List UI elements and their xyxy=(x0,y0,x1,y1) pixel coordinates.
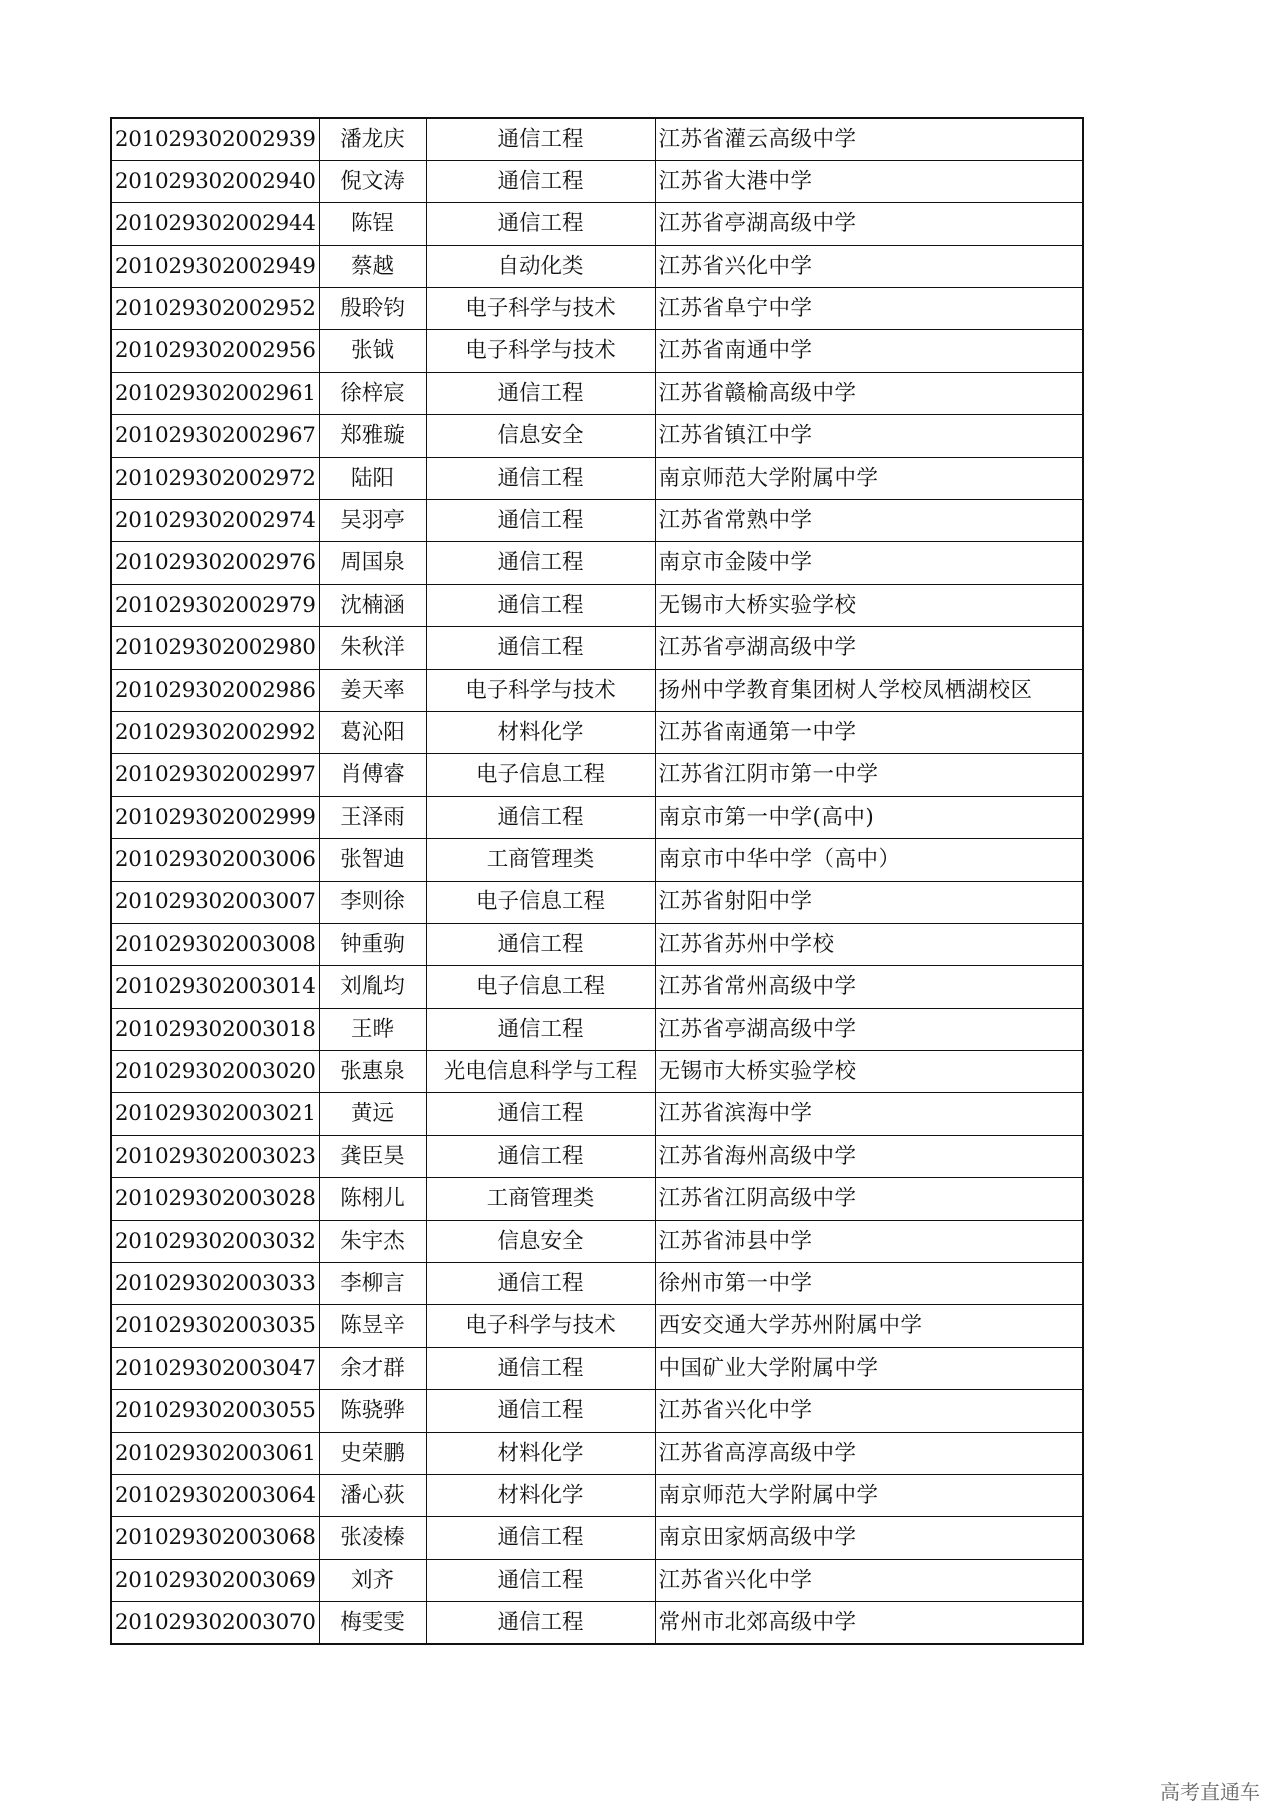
school-cell: 无锡市大桥实验学校 xyxy=(655,584,1083,626)
student-id-cell: 201029302002979 xyxy=(111,584,319,626)
school-cell: 江苏省常熟中学 xyxy=(655,500,1083,542)
table-row xyxy=(111,1008,1083,1050)
table-row xyxy=(111,1347,1083,1389)
student-id-cell: 201029302002999 xyxy=(111,796,319,838)
table-row xyxy=(111,881,1083,923)
watermark-text: 高考直通车 xyxy=(1160,1780,1260,1804)
table-row xyxy=(111,1263,1083,1305)
school-cell: 南京师范大学附属中学 xyxy=(655,457,1083,499)
major-cell: 工商管理类 xyxy=(426,1178,655,1220)
student-id-cell: 201029302003070 xyxy=(111,1602,319,1644)
student-name-cell: 陈锃 xyxy=(319,203,426,245)
major-cell: 材料化学 xyxy=(426,1475,655,1517)
major-cell: 通信工程 xyxy=(426,627,655,669)
student-name-cell: 龚臣昊 xyxy=(319,1135,426,1177)
school-cell: 扬州中学教育集团树人学校凤栖湖校区 xyxy=(655,669,1083,711)
table-row xyxy=(111,1305,1083,1347)
student-name-cell: 陆阳 xyxy=(319,457,426,499)
student-name-cell: 李则徐 xyxy=(319,881,426,923)
student-name-cell: 葛沁阳 xyxy=(319,711,426,753)
major-cell: 通信工程 xyxy=(426,160,655,202)
major-cell: 通信工程 xyxy=(426,203,655,245)
table-row xyxy=(111,966,1083,1008)
student-id-cell: 201029302003064 xyxy=(111,1475,319,1517)
major-cell: 通信工程 xyxy=(426,1517,655,1559)
school-cell: 江苏省大港中学 xyxy=(655,160,1083,202)
major-cell: 电子科学与技术 xyxy=(426,330,655,372)
student-id-cell: 201029302003032 xyxy=(111,1220,319,1262)
school-cell: 江苏省镇江中学 xyxy=(655,415,1083,457)
table-row xyxy=(111,415,1083,457)
table-row xyxy=(111,627,1083,669)
school-cell: 江苏省兴化中学 xyxy=(655,1390,1083,1432)
student-name-cell: 姜天率 xyxy=(319,669,426,711)
school-cell: 江苏省兴化中学 xyxy=(655,245,1083,287)
major-cell: 电子信息工程 xyxy=(426,881,655,923)
major-cell: 通信工程 xyxy=(426,372,655,414)
school-cell: 江苏省兴化中学 xyxy=(655,1559,1083,1601)
student-name-cell: 周国泉 xyxy=(319,542,426,584)
school-cell: 江苏省常州高级中学 xyxy=(655,966,1083,1008)
school-cell: 江苏省南通中学 xyxy=(655,330,1083,372)
student-name-cell: 王晔 xyxy=(319,1008,426,1050)
major-cell: 通信工程 xyxy=(426,923,655,965)
table-row xyxy=(111,1432,1083,1474)
school-cell: 江苏省南通第一中学 xyxy=(655,711,1083,753)
table-row xyxy=(111,754,1083,796)
school-cell: 中国矿业大学附属中学 xyxy=(655,1347,1083,1389)
major-cell: 电子科学与技术 xyxy=(426,1305,655,1347)
major-cell: 通信工程 xyxy=(426,542,655,584)
table-row xyxy=(111,1602,1083,1644)
student-id-cell: 201029302003014 xyxy=(111,966,319,1008)
table-row xyxy=(111,839,1083,881)
major-cell: 自动化类 xyxy=(426,245,655,287)
student-id-cell: 201029302003069 xyxy=(111,1559,319,1601)
major-cell: 通信工程 xyxy=(426,118,655,160)
table-row xyxy=(111,1390,1083,1432)
table-row xyxy=(111,923,1083,965)
school-cell: 江苏省亭湖高级中学 xyxy=(655,1008,1083,1050)
student-name-cell: 朱秋洋 xyxy=(319,627,426,669)
student-name-cell: 史荣鹏 xyxy=(319,1432,426,1474)
school-cell: 南京市金陵中学 xyxy=(655,542,1083,584)
major-cell: 通信工程 xyxy=(426,584,655,626)
school-cell: 江苏省江阴高级中学 xyxy=(655,1178,1083,1220)
table-row xyxy=(111,500,1083,542)
major-cell: 信息安全 xyxy=(426,1220,655,1262)
major-cell: 电子信息工程 xyxy=(426,966,655,1008)
table-row xyxy=(111,245,1083,287)
student-id-cell: 201029302002952 xyxy=(111,288,319,330)
major-cell: 通信工程 xyxy=(426,1559,655,1601)
student-id-cell: 201029302002939 xyxy=(111,118,319,160)
student-id-cell: 201029302003020 xyxy=(111,1051,319,1093)
table-row xyxy=(111,1220,1083,1262)
table-row xyxy=(111,330,1083,372)
admission-list-body xyxy=(111,118,1083,1644)
student-id-cell: 201029302003061 xyxy=(111,1432,319,1474)
school-cell: 江苏省射阳中学 xyxy=(655,881,1083,923)
major-cell: 通信工程 xyxy=(426,1008,655,1050)
student-name-cell: 潘龙庆 xyxy=(319,118,426,160)
student-id-cell: 201029302003035 xyxy=(111,1305,319,1347)
major-cell: 通信工程 xyxy=(426,457,655,499)
student-id-cell: 201029302003008 xyxy=(111,923,319,965)
student-name-cell: 刘齐 xyxy=(319,1559,426,1601)
table-row xyxy=(111,457,1083,499)
student-id-cell: 201029302003068 xyxy=(111,1517,319,1559)
major-cell: 通信工程 xyxy=(426,1390,655,1432)
table-row xyxy=(111,1093,1083,1135)
table-row xyxy=(111,584,1083,626)
school-cell: 江苏省亭湖高级中学 xyxy=(655,627,1083,669)
major-cell: 通信工程 xyxy=(426,1093,655,1135)
table-row xyxy=(111,796,1083,838)
student-name-cell: 殷聆钧 xyxy=(319,288,426,330)
school-cell: 江苏省赣榆高级中学 xyxy=(655,372,1083,414)
school-cell: 江苏省滨海中学 xyxy=(655,1093,1083,1135)
major-cell: 电子科学与技术 xyxy=(426,669,655,711)
table-row xyxy=(111,711,1083,753)
major-cell: 电子信息工程 xyxy=(426,754,655,796)
student-id-cell: 201029302002974 xyxy=(111,500,319,542)
table-row xyxy=(111,1178,1083,1220)
student-id-cell: 201029302003018 xyxy=(111,1008,319,1050)
school-cell: 无锡市大桥实验学校 xyxy=(655,1051,1083,1093)
student-id-cell: 201029302002949 xyxy=(111,245,319,287)
school-cell: 江苏省阜宁中学 xyxy=(655,288,1083,330)
student-id-cell: 201029302002940 xyxy=(111,160,319,202)
student-id-cell: 201029302002972 xyxy=(111,457,319,499)
table-row xyxy=(111,160,1083,202)
major-cell: 材料化学 xyxy=(426,711,655,753)
major-cell: 光电信息科学与工程 xyxy=(426,1051,655,1093)
student-name-cell: 潘心荻 xyxy=(319,1475,426,1517)
school-cell: 南京市第一中学(高中) xyxy=(655,796,1083,838)
student-name-cell: 倪文涛 xyxy=(319,160,426,202)
student-name-cell: 王泽雨 xyxy=(319,796,426,838)
school-cell: 徐州市第一中学 xyxy=(655,1263,1083,1305)
student-name-cell: 吴羽亭 xyxy=(319,500,426,542)
student-id-cell: 201029302002944 xyxy=(111,203,319,245)
student-id-cell: 201029302003055 xyxy=(111,1390,319,1432)
student-name-cell: 陈栩儿 xyxy=(319,1178,426,1220)
student-id-cell: 201029302002976 xyxy=(111,542,319,584)
table-row xyxy=(111,1051,1083,1093)
table-row xyxy=(111,1475,1083,1517)
major-cell: 信息安全 xyxy=(426,415,655,457)
student-name-cell: 梅雯雯 xyxy=(319,1602,426,1644)
table-row xyxy=(111,542,1083,584)
school-cell: 南京市中华中学（高中） xyxy=(655,839,1083,881)
school-cell: 江苏省沛县中学 xyxy=(655,1220,1083,1262)
student-id-cell: 201029302002997 xyxy=(111,754,319,796)
student-name-cell: 刘胤均 xyxy=(319,966,426,1008)
student-id-cell: 201029302002967 xyxy=(111,415,319,457)
table-row xyxy=(111,288,1083,330)
school-cell: 江苏省亭湖高级中学 xyxy=(655,203,1083,245)
student-id-cell: 201029302002986 xyxy=(111,669,319,711)
table-row xyxy=(111,118,1083,160)
major-cell: 通信工程 xyxy=(426,1602,655,1644)
school-cell: 南京师范大学附属中学 xyxy=(655,1475,1083,1517)
major-cell: 通信工程 xyxy=(426,500,655,542)
student-id-cell: 201029302002956 xyxy=(111,330,319,372)
student-id-cell: 201029302003023 xyxy=(111,1135,319,1177)
school-cell: 江苏省江阴市第一中学 xyxy=(655,754,1083,796)
student-id-cell: 201029302002961 xyxy=(111,372,319,414)
school-cell: 江苏省灌云高级中学 xyxy=(655,118,1083,160)
school-cell: 江苏省苏州中学校 xyxy=(655,923,1083,965)
student-id-cell: 201029302003047 xyxy=(111,1347,319,1389)
major-cell: 通信工程 xyxy=(426,796,655,838)
school-cell: 南京田家炳高级中学 xyxy=(655,1517,1083,1559)
student-name-cell: 沈楠涵 xyxy=(319,584,426,626)
table-row xyxy=(111,669,1083,711)
student-id-cell: 201029302003028 xyxy=(111,1178,319,1220)
major-cell: 通信工程 xyxy=(426,1347,655,1389)
student-name-cell: 徐梓宸 xyxy=(319,372,426,414)
student-name-cell: 朱宇杰 xyxy=(319,1220,426,1262)
table-row xyxy=(111,1559,1083,1601)
admission-list-table xyxy=(110,117,1084,1645)
school-cell: 江苏省海州高级中学 xyxy=(655,1135,1083,1177)
student-name-cell: 陈昱辛 xyxy=(319,1305,426,1347)
major-cell: 通信工程 xyxy=(426,1263,655,1305)
student-name-cell: 余才群 xyxy=(319,1347,426,1389)
major-cell: 材料化学 xyxy=(426,1432,655,1474)
student-name-cell: 郑雅璇 xyxy=(319,415,426,457)
student-name-cell: 蔡越 xyxy=(319,245,426,287)
student-name-cell: 张惠泉 xyxy=(319,1051,426,1093)
student-id-cell: 201029302003021 xyxy=(111,1093,319,1135)
student-id-cell: 201029302003006 xyxy=(111,839,319,881)
student-id-cell: 201029302003033 xyxy=(111,1263,319,1305)
table-row xyxy=(111,203,1083,245)
student-id-cell: 201029302002980 xyxy=(111,627,319,669)
school-cell: 江苏省高淳高级中学 xyxy=(655,1432,1083,1474)
student-name-cell: 钟重驹 xyxy=(319,923,426,965)
table-row xyxy=(111,1517,1083,1559)
student-name-cell: 张凌榛 xyxy=(319,1517,426,1559)
major-cell: 工商管理类 xyxy=(426,839,655,881)
table-row xyxy=(111,1135,1083,1177)
table-row xyxy=(111,372,1083,414)
major-cell: 电子科学与技术 xyxy=(426,288,655,330)
student-name-cell: 陈骁骅 xyxy=(319,1390,426,1432)
student-name-cell: 张钺 xyxy=(319,330,426,372)
major-cell: 通信工程 xyxy=(426,1135,655,1177)
student-name-cell: 张智迪 xyxy=(319,839,426,881)
student-name-cell: 黄远 xyxy=(319,1093,426,1135)
student-name-cell: 肖傅睿 xyxy=(319,754,426,796)
student-name-cell: 李柳言 xyxy=(319,1263,426,1305)
school-cell: 常州市北郊高级中学 xyxy=(655,1602,1083,1644)
school-cell: 西安交通大学苏州附属中学 xyxy=(655,1305,1083,1347)
student-id-cell: 201029302003007 xyxy=(111,881,319,923)
student-id-cell: 201029302002992 xyxy=(111,711,319,753)
